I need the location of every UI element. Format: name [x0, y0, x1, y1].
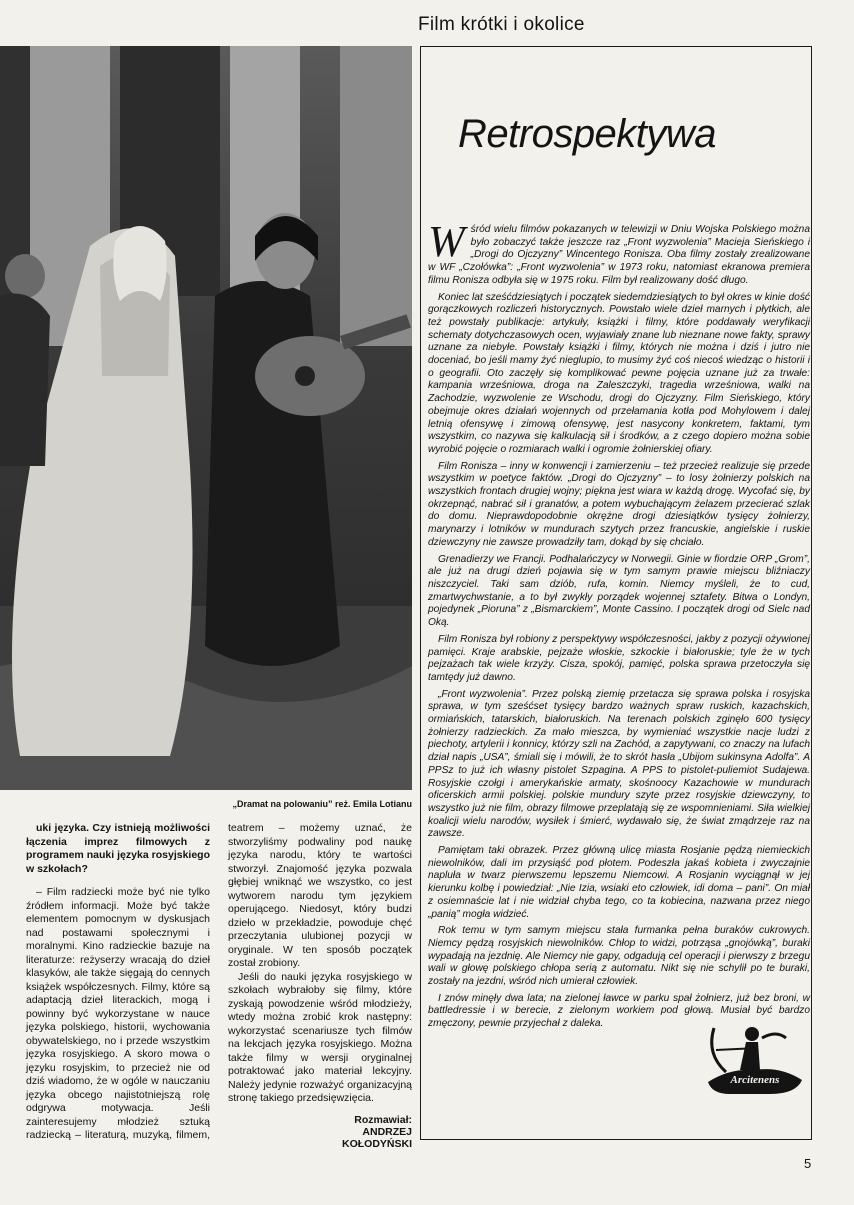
article-paragraph: Pamiętam taki obrazek. Przez główną ulicę miasta Rosjanie pędzą niemieckich niewolników, dali im przysiąść pod płotem. Podeszła jakaś kobieta i zwyczajnie napluła w twarz pierwszemu lepszemu Niemcowi. A Rosjanin wyciągnął w jej kierunku kolbę i powiedział: „Nie Izia, wsiaki eto człowiek, idi doma – pani”. On miał z osiemnaście lat i nie widział chyba tego, co ta kobiecina, nazwana przez niego „panią” mogła widzieć. [428, 845, 810, 920]
drop-cap: W [428, 217, 465, 266]
section-title: Film krótki i okolice [418, 14, 585, 35]
film-still-photo [0, 46, 412, 790]
article-paragraph: Koniec lat sześćdziesiątych i początek siedemdziesiątych to był okres w kinie dość gorączkowych rozliczeń historycznych. Powstało wiele dzieł marnych i płytkich, ale też powstały publikacje: artykuły, książki i filmy, które poddawały weryfikacji schematy dotychczasowych ocen, wyjawiały znane lub nieznane nowe fakty, sprawy uznane za niebyłe. Powstały książki i filmy, których nie można i dziś i jutro nie doceniać, bo jeśli mamy żyć nieglupio, to musimy żyć coś niecoś wiedząc o historii i o geografii. Oto zaczęły się komplikować pewne pojęcia uznane już za trwałe: kampania wrześniowa, droga na Zaleszczyki, tragedia wrześniowa, walki na Zachodzie, wyzwolenie ze Wschodu, drogi do Ojczyzny. Film Sieńskiego, który obejmuje okres działań wojennych od przełamania kotła pod Mohylowem i dalej letnią ofensywę i zimową ofensywę, jest nasycony konkretem, faktami, tym wszystkim, co nazywa się kalkulacją sił i środków, a z czego dopiero można sobie wyrobić pojęcie o rozmiarach walki i ogromie żołnierskiej ofiary. [428, 291, 811, 455]
page-number: 5 [804, 1156, 812, 1171]
signature-name-first: ANDRZEJ [362, 1125, 412, 1138]
interview-paragraph: – Film radziecki może być nie tylko źródłem informacji. Może być także elementem pomocnym w dyskusjach nad postawami społecznymi i moralnymi. Kino radzieckie bazuje na literaturze: reżyserzy wracają do dzieł klasyków, ale także sięgają do cennych książek współczesnych. Filmy, które są adaptacją dzieł literackich, mogą i powinny być wykorzystane w nauce języka polskiego, historii, wychowania obywatelskiego, no i przede wszystkim języka rosyjskiego. A skoro mowa o języku rosyjskim, to przecież nie od dziś wiadomo, że w ogóle w nauczaniu języka obcego najistotniejszą rolę odgrywa motywacja. Jeśli zainteresujemy młodzież sztuką radziecką – literaturą, muzyką, filmem, teatrem – możemy uznać, że stworzyliśmy podwaliny pod naukę języka narodu, który te wartości stworzył. Znajomość języka pozwala głębiej wniknąć we wszystko, co jest wytworem narodu tym językiem operującego. Niedosyt, który budzi dzieło w przekładzie, powoduje chęć przeczytania ulubionej pozycji w oryginale. W ten sposób początek został zrobiony. [26, 822, 412, 1141]
article-paragraph: Rok temu w tym samym miejscu stała furmanka pełna buraków cukrowych. Niemcy pędzą rosyjskich niewolników. Chłop to widzi, potrząsa „gnojówką”, buraki wypadają na jezdnię. Ale Niemcy nie gapy, odgadują cel operacji i pierwszy z brzegu wali w głowę polskiego chłopa serią z automatu. Nikt się nie schylił po te buraki, zostały na jezdni, wśród nich umierał człowiek. [428, 925, 810, 988]
archer-centaur-icon [700, 1020, 810, 1098]
article-body [428, 217, 811, 1035]
signature-name-last: KOŁODYŃSKI [341, 1137, 412, 1150]
photo-caption: „Dramat na polowaniu” reż. Emila Lotianu [232, 799, 412, 809]
interview-columns [26, 822, 412, 1152]
logo-wordmark: Arcitenens [730, 1074, 780, 1086]
article-headline: Retrospektywa [458, 112, 717, 156]
article-paragraph-text: śród wielu filmów pokazanych w telewizji w Dniu Wojska Polskiego można było zobaczyć także jeszcze raz „Front wyzwolenia” Macieja Sieńskiego i „Drogi do Ojczyzny” Wincentego Ronisza. Oba filmy zostały zrealizowane w WF „Czołówka”: „Front wyzwolenia” w 1973 roku, natomiast ekranowa premiera filmu Ronisza odbyła się w 1975 roku. Film był realizowany dość długo. [428, 224, 810, 286]
interview-question: uki języka. Czy istnieją możliwości łączenia imprez filmowych z programem nauki języka rosyjskiego w szkołach? [26, 822, 210, 875]
article-paragraph: Film Ronisza – inny w konwencji i zamierzeniu – też przecież realizuje się przede wszystkim w poetyce faktów. „Drogi do Ojczyzny” – to losy żołnierzy polskich na wszystkich frontach drugiej wojny; piękna jest wiara w każdą drogę. Wycofać się, by okrzepnąć, nabrać sił i granatów, a potem wybuchającym żelazem przecierać szlak do domu. Nieprawdopodobnie okrężne drogi dziesiątków tysięcy żołnierzy, marynarzy i lotników w mundurach szytych przez francuskie, angielskie i ruskie dziewczyny nie zawsze prowadziły tam, dokąd by się chciało. [428, 460, 810, 548]
article-paragraph: Grenadierzy we Francji. Podhalańczycy w Norwegii. Ginie w fiordzie ORP „Grom”, ale już na drugi dzień pojawia się w tym samym prawie miejscu bliźniaczy niszczyciel. Taki sam dziób, rufa, komin. Niemcy myśleli, że to cud, zmartwychwstanie, a to był zwykły porządek wojennej sztafety. Bitwa o Londyn, pojedynek „Pioruna” z „Bismarckiem”, Monte Cassino. I początek drogi od Sielc nad Oką. [428, 553, 810, 629]
interview-paragraph: Jeśli do nauki języka rosyjskiego w szkołach wybrałoby się filmy, które zyskają powodzenie wśród młodzieży, wtedy można zrobić krok następny: wykorzystać scenariusze tych filmów na lekcjach języka rosyjskiego. Można także filmy w wersji oryginalnej potraktować jako materiał lekcyjny. Należy jedynie rozważyć organizacyjną stronę takiego przedsięwzięcia. [228, 970, 412, 1104]
article-paragraph [428, 217, 810, 288]
article-paragraph: „Front wyzwolenia”. Przez polską ziemię przetacza się sprawa polska i rosyjska sprawa, w tym sześćset tysięcy bardzo ważnych spraw ruskich, kazachskich, ormiańskich, tatarskich, białoruskich. Na terenach polskich zginęło 600 tysięcy żołnierzy radzieckich. Za mało mieszca, by wymieniać wszystkie nacje ludzi z piechoty, artylerii i konnicy, którzy szli na Zachód, a zapytywani, co znaczy na lufach dział napis „USA”, śmiali się i mówili, że to skrót hasła „Ubijom sukinsyna Adolfa”. A PPSz to już ich własny pistolet Szpagina. A PPS to pistolet-puliemiot Sudajewa. Rosyjskie czołgi i amerykańskie armaty, skośnoocy Kazachowie w mundurach oficerskich armii polskiej. polskie mundury szyte przez rosyjskie dziewczyny, to wszystko już nie film, obrazy filmowe przeplatają się ze wspomnieniami. Siła wielkiej koalicji wielu narodów, wysiłek i śmierć, wydawało się, że świat zmądrzeje raz na zawsze. [428, 688, 810, 840]
article-paragraph: Film Ronisza był robiony z perspektywy współczesności, jakby z pozycji ożywionej pamięci. Kraje arabskie, pejzaże włoskie, szkockie i białoruskie; tyle że w tych pejzażach tak wiele krzyży. Cisza, spokój, pamięć, polska sprawa przetoczyła się tamtędy już dawno. [428, 633, 810, 683]
interview-signature [228, 1114, 412, 1150]
signature-label: Rozmawiał: [354, 1113, 412, 1126]
film-still-illustration [0, 46, 412, 790]
article-paragraph: I znów minęły dwa lata; na zielonej ławce w parku spał żołnierz, już bez broni, w battledressie i w berecie, z zielonym workiem pod głową. Musiał być bardzo zmęczony, pewnie przyjechał z daleka. [428, 992, 810, 1030]
